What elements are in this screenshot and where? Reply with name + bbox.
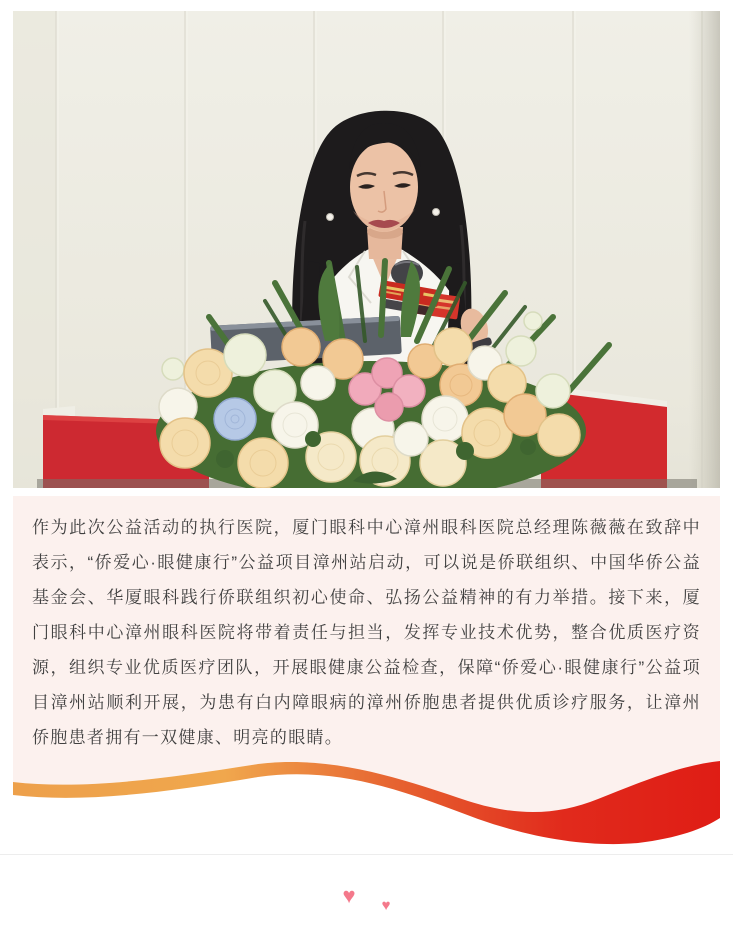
- article-text-panel: [13, 496, 720, 850]
- hearts-decoration: [0, 883, 733, 914]
- speaker-photo-illustration: [13, 11, 720, 488]
- wave-ribbon-decoration: [13, 755, 720, 850]
- heart-icon: ♥: [342, 883, 356, 908]
- heart-icon-small: ♥: [381, 897, 391, 914]
- speaker-photo: [13, 11, 720, 488]
- separator-line: [0, 854, 733, 855]
- article-paragraph: 作为此次公益活动的执行医院，厦门眼科中心漳州眼科医院总经理陈薇薇在致辞中表示，“侨爱心·眼健康行”公益项目漳州站启动，可以说是侨联组织、中国华侨公益基金会、华厦眼科践行侨联组织初心使命、弘扬公益精神的有力举措。接下来，厦门眼科中心漳州眼科医院将带着责任与担当，发挥专业技术优势，整合优质医疗资源，组织专业优质医疗团队，开展眼健康公益检查，保障“侨爱心·眼健康行”公益项目漳州站顺利开展，为患有白内障眼病的漳州侨胞患者提供优质诊疗服务，让漳州侨胞患者拥有一双健康、明亮的眼睛。: [13, 496, 720, 755]
